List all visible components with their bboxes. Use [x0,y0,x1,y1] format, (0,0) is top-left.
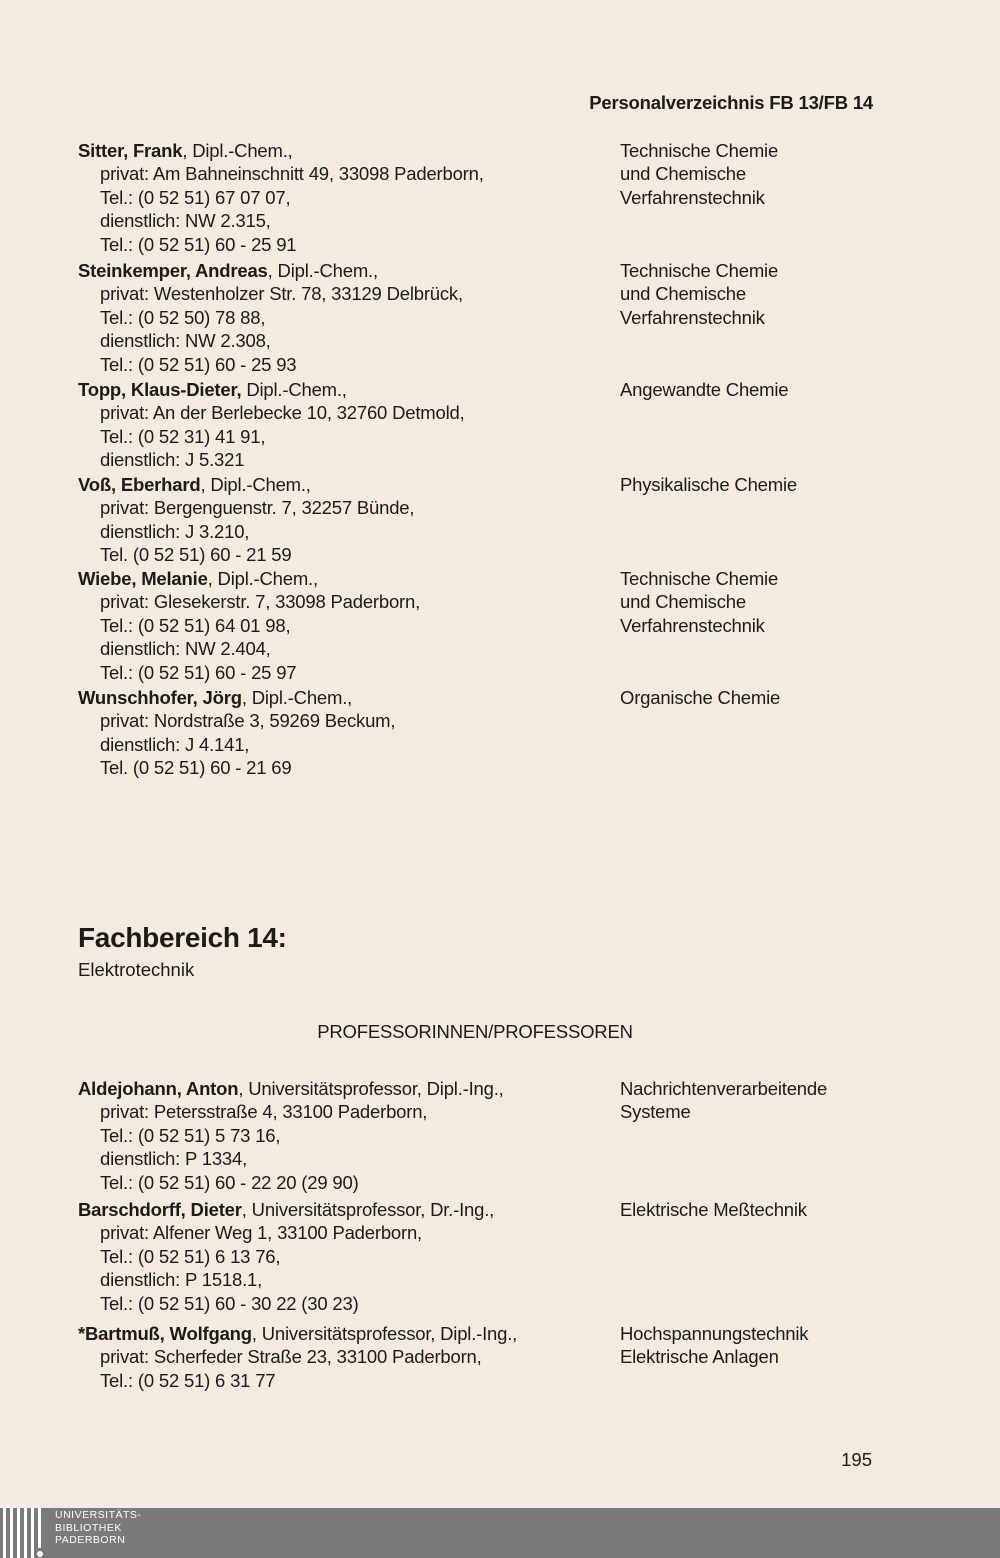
staff-name-line [78,1322,608,1345]
department-line: Elektrische Meßtechnik [620,1199,807,1220]
running-header: Personalverzeichnis FB 13/FB 14 [589,92,873,113]
department-line: Angewandte Chemie [620,379,789,400]
staff-details [78,378,608,472]
department [620,567,920,637]
staff-detail-line: dienstlich: P 1518.1, [100,1269,263,1291]
staff-title: , Universitätsprofessor, Dr.-Ing., [241,1199,495,1220]
staff-name: Steinkemper, Andreas [78,260,268,281]
library-logo-text [55,1509,141,1547]
staff-detail-line: dienstlich: J 5.321 [100,449,245,471]
staff-name: Barschdorff, Dieter [78,1199,242,1220]
staff-name-line [78,686,608,709]
section-title: Fachbereich 14: [78,922,287,953]
staff-details [78,1077,608,1194]
department-line: Physikalische Chemie [620,474,797,495]
department-line: Technische Chemie [620,140,779,161]
staff-detail-line: Tel. (0 52 51) 60 - 21 69 [100,757,292,779]
staff-title: , Dipl.-Chem., [267,260,378,281]
staff-title: Dipl.-Chem., [241,379,347,400]
department-line: Organische Chemie [620,687,781,708]
staff-detail-line: Tel.: (0 52 50) 78 88, [100,306,266,328]
staff-detail-line: privat: An der Berlebecke 10, 32760 Detmold, [100,402,465,424]
department [620,1077,920,1124]
staff-title: , Dipl.-Chem., [200,474,311,495]
department-line: und Chemische [620,163,746,185]
staff-name-line [78,1077,608,1100]
staff-detail-line: privat: Scherfeder Straße 23, 33100 Paderborn, [100,1346,482,1368]
department-line: Verfahrenstechnik [620,614,765,636]
staff-detail-line: Tel.: (0 52 51) 60 - 30 22 (30 23) [100,1292,359,1314]
staff-detail-line: privat: Petersstraße 4, 33100 Paderborn, [100,1101,428,1123]
staff-name: *Bartmuß, Wolfgang [78,1323,252,1344]
staff-detail-line: dienstlich: NW 2.315, [100,210,271,232]
staff-detail-line: Tel.: (0 52 51) 60 - 25 93 [100,353,297,375]
staff-detail-line: Tel.: (0 52 51) 60 - 22 20 (29 90) [100,1171,359,1193]
section-subtitle: Elektrotechnik [78,959,195,980]
department-line: Elektrische Anlagen [620,1346,779,1368]
staff-name: Topp, Klaus-Dieter, [78,379,242,400]
staff-detail-line: Tel.: (0 52 51) 67 07 07, [100,186,291,208]
staff-name-line [78,473,608,496]
department-line: Verfahrenstechnik [620,306,765,328]
staff-name-line [78,1198,608,1221]
staff-detail-line: dienstlich: P 1334, [100,1148,248,1170]
staff-detail-line: Tel.: (0 52 51) 6 13 76, [100,1245,281,1267]
department [620,686,920,709]
staff-title: , Dipl.-Chem., [182,140,293,161]
staff-detail-line: privat: Glesekerstr. 7, 33098 Paderborn, [100,591,421,613]
department-line: Technische Chemie [620,568,779,589]
staff-name-line [78,259,608,282]
department-line: Nachrichtenverarbeitende [620,1078,828,1099]
staff-details [78,1322,608,1392]
staff-name: Aldejohann, Anton [78,1078,239,1099]
department [620,139,920,209]
staff-name: Wunschhofer, Jörg [78,687,242,708]
staff-details [78,686,608,780]
staff-details [78,473,608,567]
staff-name-line [78,567,608,590]
staff-title: , Dipl.-Chem., [207,568,318,589]
staff-detail-line: Tel.: (0 52 51) 6 31 77 [100,1369,276,1391]
staff-name: Sitter, Frank [78,140,183,161]
department-line: Hochspannungstechnik [620,1323,809,1344]
staff-detail-line: Tel.: (0 52 31) 41 91, [100,425,266,447]
logo-line: UNIVERSITÄTS- [55,1509,142,1521]
staff-name: Wiebe, Melanie [78,568,208,589]
logo-line: BIBLIOTHEK [55,1521,122,1534]
staff-name-line [78,139,608,162]
staff-detail-line: dienstlich: NW 2.308, [100,330,271,352]
staff-detail-line: privat: Nordstraße 3, 59269 Beckum, [100,710,396,732]
staff-detail-line: dienstlich: J 3.210, [100,520,250,542]
page-number: 195 [841,1449,872,1470]
department-line: und Chemische [620,283,746,305]
staff-detail-line: Tel. (0 52 51) 60 - 21 59 [100,544,292,566]
staff-name: Voß, Eberhard [78,474,201,495]
staff-detail-line: privat: Alfener Weg 1, 33100 Paderborn, [100,1222,422,1244]
staff-detail-line: Tel.: (0 52 51) 5 73 16, [100,1124,281,1146]
logo-line: PADERBORN [55,1534,126,1546]
staff-detail-line: Tel.: (0 52 51) 64 01 98, [100,614,291,636]
staff-detail-line: dienstlich: J 4.141, [100,733,250,755]
staff-title: , Universitätsprofessor, Dipl.-Ing., [238,1078,504,1099]
staff-details [78,139,608,256]
library-footer [0,1508,1000,1558]
staff-detail-line: privat: Am Bahneinschnitt 49, 33098 Paderborn, [100,163,484,185]
department-line: und Chemische [620,591,746,613]
staff-details [78,567,608,684]
library-logo-icon [0,1508,50,1558]
staff-detail-line: Tel.: (0 52 51) 60 - 25 91 [100,233,297,255]
staff-title: , Universitätsprofessor, Dipl.-Ing., [251,1323,518,1344]
department-line: Systeme [620,1101,691,1123]
staff-detail-line: privat: Bergenguenstr. 7, 32257 Bünde, [100,497,415,519]
department-line: Technische Chemie [620,260,779,281]
department [620,259,920,329]
staff-details [78,1198,608,1315]
category-heading: PROFESSORINNEN/PROFESSOREN [317,1021,633,1042]
department [620,1198,920,1221]
staff-detail-line: privat: Westenholzer Str. 78, 33129 Delbrück, [100,283,463,305]
department [620,1322,920,1369]
department-line: Verfahrenstechnik [620,186,765,208]
department [620,473,920,496]
staff-title: , Dipl.-Chem., [241,687,353,708]
staff-name-line [78,378,608,401]
staff-detail-line: Tel.: (0 52 51) 60 - 25 97 [100,661,297,683]
staff-detail-line: dienstlich: NW 2.404, [100,638,271,660]
department [620,378,920,401]
staff-details [78,259,608,376]
